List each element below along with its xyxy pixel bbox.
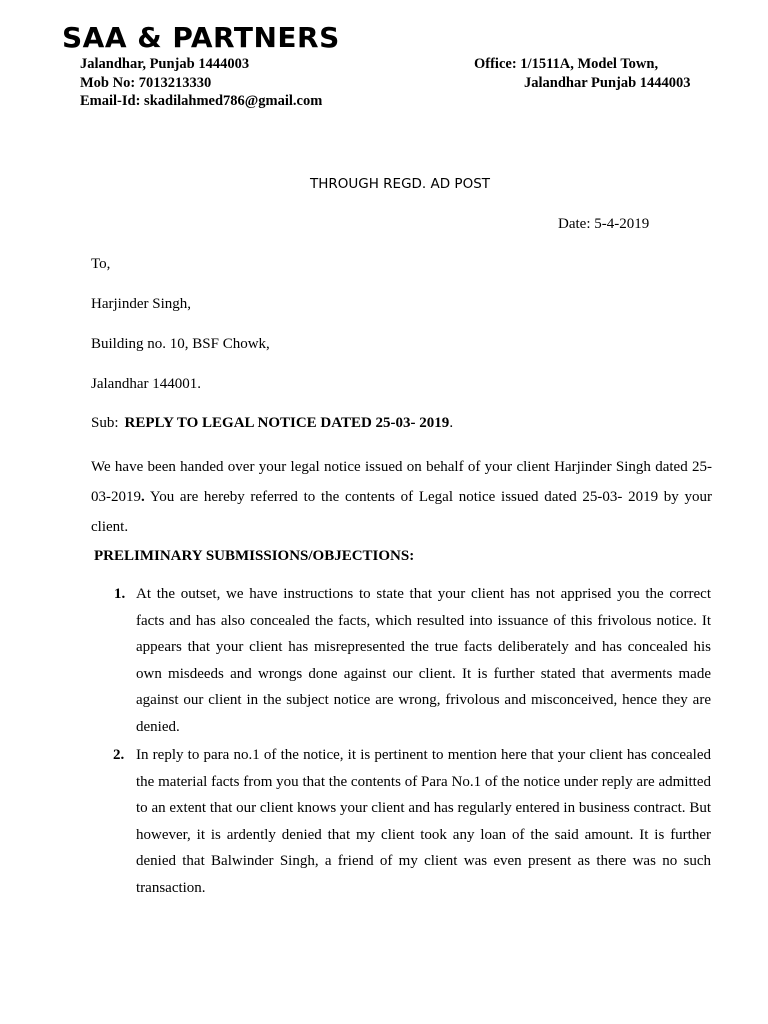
submission-item (113, 742, 711, 902)
subject-line (91, 413, 453, 433)
recipient-name: Harjinder Singh, (91, 296, 191, 312)
firm-mobile: Mob No: 7013213330 (80, 75, 212, 91)
intro-part-1: We have been handed over your legal notice issued on behalf of your client Harjinder Singh dated 25-03-2019 (91, 459, 712, 505)
subject-text: REPLY TO LEGAL NOTICE DATED 25-03- 2019 (124, 415, 450, 431)
firm-location: Jalandhar, Punjab 1444003 (80, 56, 250, 72)
intro-part-2: You are hereby referred to the contents of Legal notice issued dated 25-03- 2019 by your client. (91, 489, 712, 535)
submission-item (114, 581, 711, 741)
submission-text: At the outset, we have instructions to state that your client has not apprised you the correct facts and has also concealed the facts, which resulted into issuance of this frivolous notice. It appears that your client has misrepresented the true facts deliberately and has concealed his own misdeeds and wrongs done against our client. It is further stated that averments made against our client in the subject notice are wrong, frivolous and misconceived, hence they are denied. (136, 586, 711, 735)
dispatch-mode: THROUGH REGD. AD POST (309, 176, 491, 192)
submission-number: 2. (113, 747, 125, 763)
salutation: To, (91, 256, 111, 272)
letter-date: Date: 5-4-2019 (558, 216, 650, 232)
submission-text: In reply to para no.1 of the notice, it is pertinent to mention here that your client has concealed the material facts from you that the contents of Para No.1 of the notice under reply are admitted to an extent that our client knows your client and has regularly entered in business contract. But however, it is ardently denied that my client took any loan of the said amount. It is further denied that Balwinder Singh, a friend of my client was even present as there was no such transaction. (136, 747, 711, 896)
intro-paragraph (91, 452, 712, 542)
recipient-address-line-1: Building no. 10, BSF Chowk, (91, 336, 270, 352)
recipient-address-line-2: Jalandhar 144001. (91, 376, 201, 392)
office-address-line-2: Jalandhar Punjab 1444003 (524, 75, 691, 91)
subject-trailing: . (449, 415, 454, 431)
office-address-line-1: Office: 1/1511A, Model Town, (474, 56, 659, 72)
subject-label: Sub: (91, 415, 119, 431)
intro-bold-dot: . (141, 489, 145, 505)
firm-email: Email-Id: skadilahmed786@gmail.com (80, 93, 323, 109)
preliminary-heading: PRELIMINARY SUBMISSIONS/OBJECTIONS: (94, 548, 415, 564)
firm-name: SAA & PARTNERS (62, 21, 340, 54)
submission-number: 1. (114, 586, 126, 602)
